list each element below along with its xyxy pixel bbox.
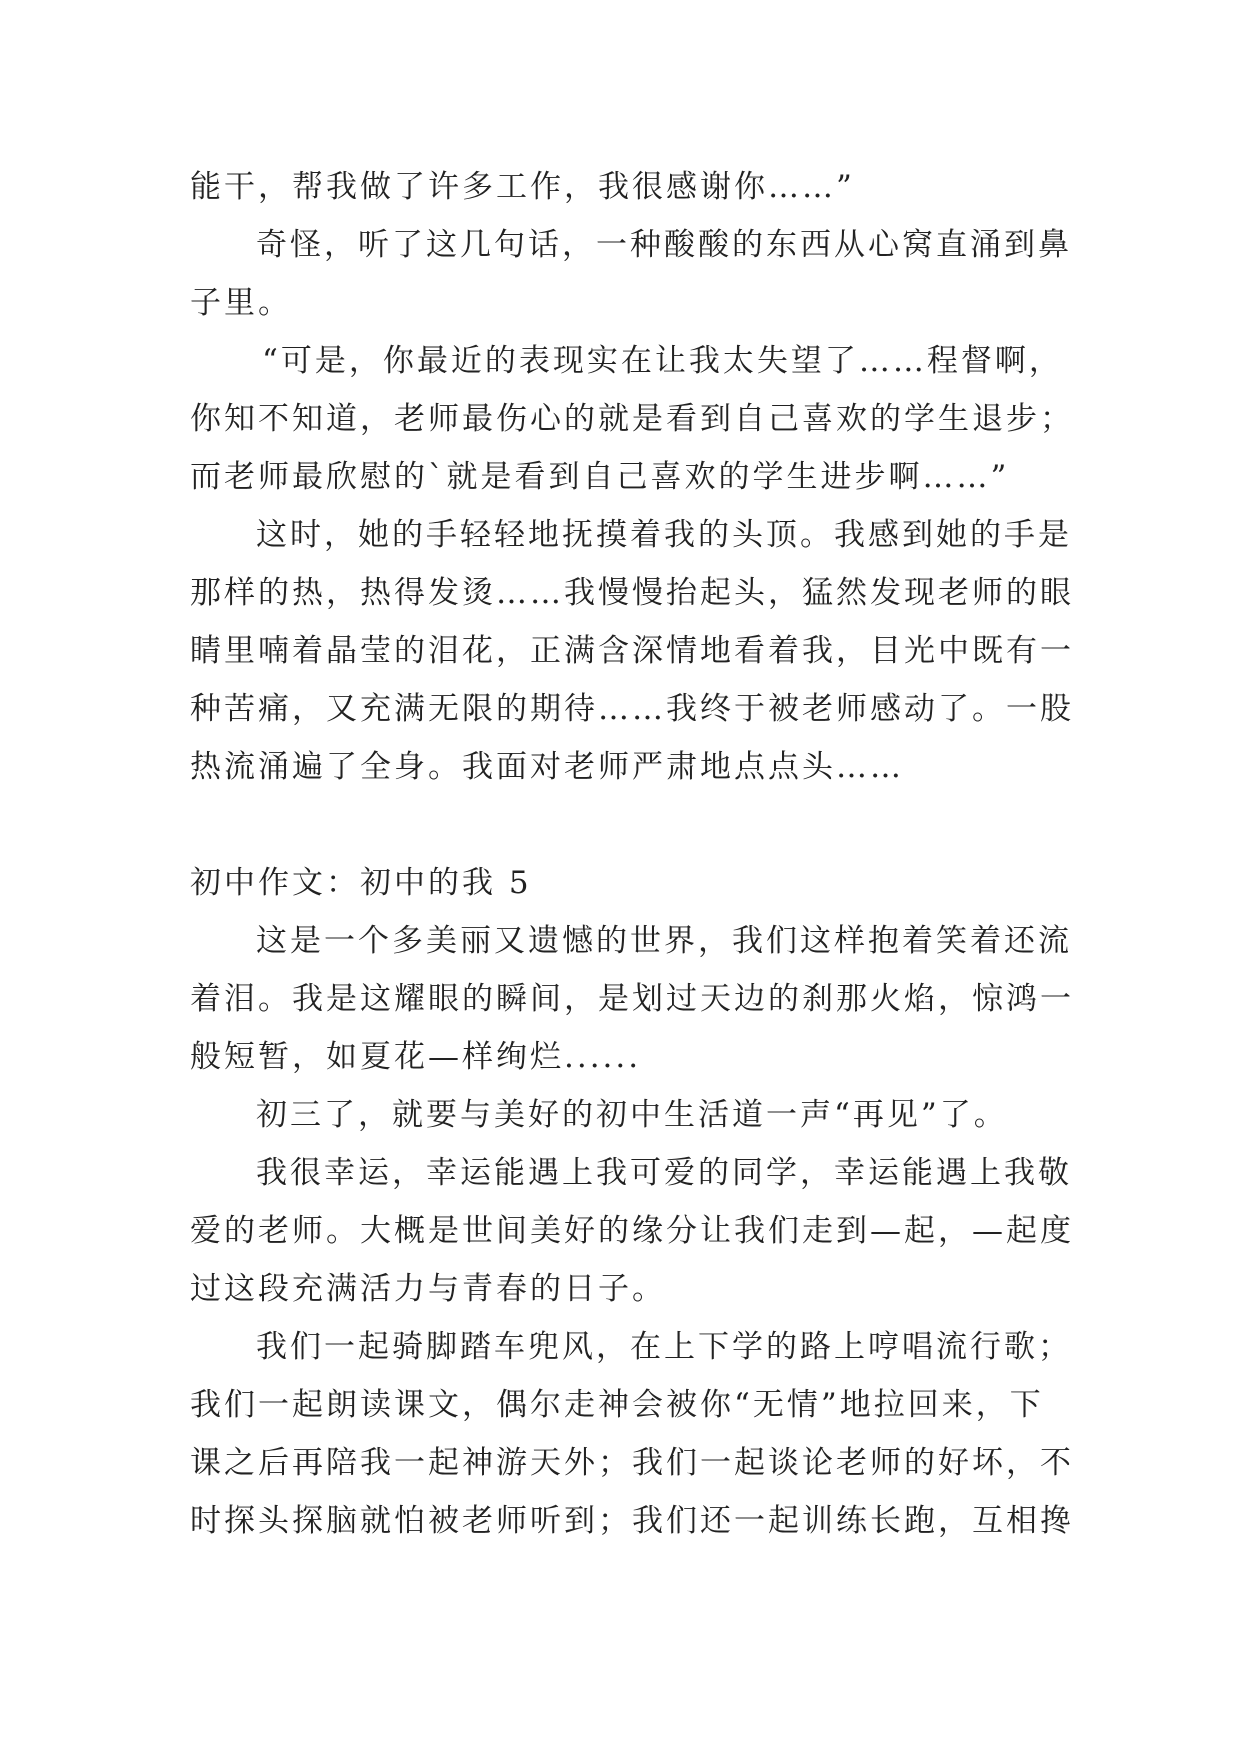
essay-title: 初中作文：初中的我 5 [190,865,532,901]
text-line: 我很幸运，幸运能遇上我可爱的同学，幸运能遇上我敬 [256,1155,1072,1191]
text-line: 我们一起骑脚踏车兜风，在上下学的路上哼唱流行歌； [256,1329,1072,1365]
text-line: 而老师最欣慰的`就是看到自己喜欢的学生进步啊……” [190,459,1010,495]
text-line: 这时，她的手轻轻地抚摸着我的头顶。我感到她的手是 [256,517,1072,553]
paragraph-gap [190,796,1070,854]
text-line: 子里。 [190,285,292,321]
text-line: 奇怪，听了这几句话，一种酸酸的东西从心窝直涌到鼻 [256,227,1072,263]
text-line: 睛里喃着晶莹的泪花，正满含深情地看着我，目光中既有一 [190,633,1074,669]
text-line: 热流涌遍了全身。我面对老师严肃地点点头…… [190,749,904,785]
text-line: 这是一个多美丽又遗憾的世界，我们这样抱着笑着还流 [256,923,1072,959]
essay-body [190,158,1074,1550]
text-line: “可是，你最近的表现实在让我太失望了……程督啊， [262,343,1063,379]
text-line: 时探头探脑就怕被老师听到；我们还一起训练长跑，互相搀 [190,1503,1074,1539]
text-line: 过这段充满活力与青春的日子。 [190,1271,666,1307]
text-line: 着泪。我是这耀眼的瞬间，是划过天边的刹那火焰，惊鸿一 [190,981,1074,1017]
text-line: 般短暂，如夏花—样绚烂...... [190,1039,642,1075]
text-line: 能干，帮我做了许多工作，我很感谢你……” [190,169,855,205]
text-line: 爱的老师。大概是世间美好的缘分让我们走到—起，—起度 [190,1213,1074,1249]
text-line: 种苦痛，又充满无限的期待……我终于被老师感动了。一股 [190,691,1074,727]
text-line: 课之后再陪我一起神游天外；我们一起谈论老师的好坏，不 [190,1445,1074,1481]
text-line: 初三了，就要与美好的初中生活道一声“再见”了。 [256,1097,1008,1133]
text-line: 你知不知道，老师最伤心的就是看到自己喜欢的学生退步； [190,401,1074,437]
text-line: 那样的热，热得发烫……我慢慢抬起头，猛然发现老师的眼 [190,575,1074,611]
text-line: 我们一起朗读课文，偶尔走神会被你“无情”地拉回来，下 [190,1387,1044,1423]
